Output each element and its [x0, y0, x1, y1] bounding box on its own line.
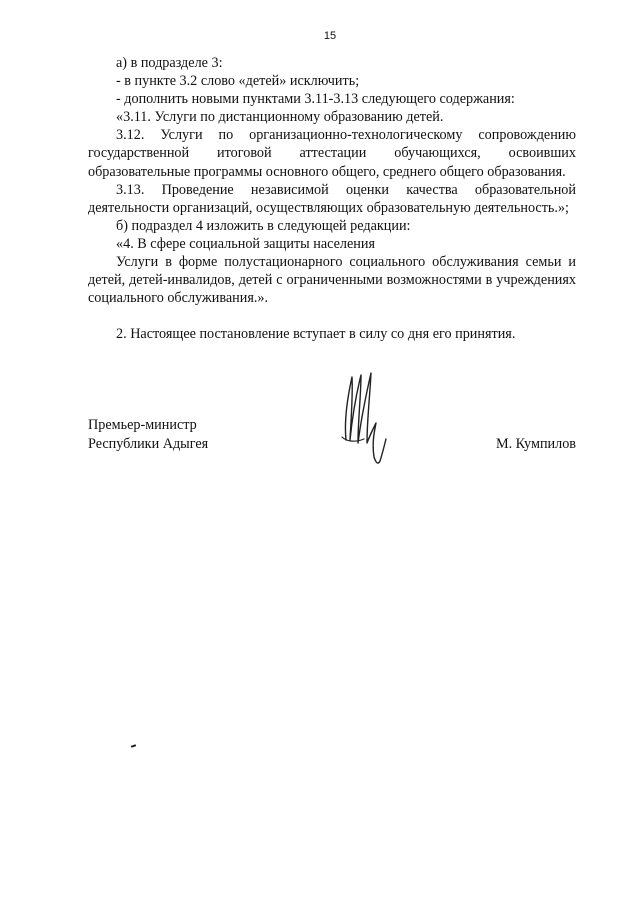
paragraph-add-items: - дополнить новыми пунктами 3.11-3.13 следующего содержания:: [116, 91, 515, 108]
paragraph-subsection-b: б) подраздел 4 изложить в следующей редакции:: [116, 217, 411, 234]
margin-mark: [131, 744, 136, 748]
paragraph-item-3-2: - в пункте 3.2 слово «детей» исключить;: [116, 73, 360, 90]
signatory-title: [88, 416, 208, 454]
paragraph-services: Услуги в форме полустационарного социального обслуживания семьи и детей, детей-инвалидов, детей с ограниченными возможностями в учреждениях социального обслуживания.».: [88, 254, 576, 307]
paragraph-3-13: 3.13. Проведение независимой оценки качества образовательной деятельности организаций, осуществляющих образовательную деятельность.»;: [88, 181, 576, 216]
handwritten-signature: [334, 365, 394, 475]
paragraph-3-11: «3.11. Услуги по дистанционному образованию детей.: [116, 109, 444, 126]
paragraph-effective-date: 2. Настоящее постановление вступает в силу со дня его принятия.: [116, 326, 516, 343]
page-number: 15: [323, 30, 337, 42]
signatory-title-line1: Премьер-министр: [88, 417, 197, 433]
paragraph-section-4: «4. В сфере социальной защиты населения: [116, 235, 376, 252]
signatory-name: М. Кумпилов: [495, 436, 576, 452]
document-body: [88, 54, 576, 343]
paragraph-subsection-a: а) в подразделе 3:: [116, 55, 223, 71]
signatory-title-line2: Республики Адыгея: [88, 436, 209, 452]
paragraph-3-12: 3.12. Услуги по организационно-технологическому сопровождению государственной итоговой аттестации обучающихся, освоивших образовательные программы основного общего, среднего общего образования.: [88, 127, 576, 180]
